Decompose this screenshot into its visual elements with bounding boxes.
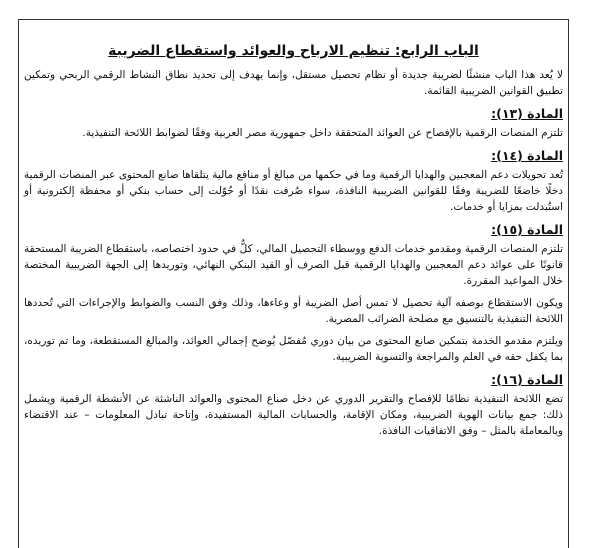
article-paragraph: ويلتزم مقدمو الخدمة بتمكين صانع المحتوى من بيان دوري مُفصّل يُوضح إجمالي العوائد، والمبالغ المستقطعة، وما تم توريده، بما يكفل حقه في العلم والمراجعة والتسوية الضريبية. <box>24 335 563 363</box>
article-16 <box>24 371 563 439</box>
chapter-intro: لا يُعد هذا الباب منشئًا لضريبة جديدة أو نظام تحصيل مستقل، وإنما يهدف إلى تحديد نطاق النشاط الرقمي الربحي وتمكين تطبيق القوانين الضريبية القائمة. <box>24 69 563 97</box>
document-body <box>24 41 563 445</box>
article-13 <box>24 105 563 141</box>
article-paragraph: تلتزم المنصات الرقمية ومقدمو خدمات الدفع ووسطاء التحصيل المالي، كلٌّ في حدود اختصاصه، باستقطاع الضريبة المستحقة قانونًا على عوائد دعم المعجبين والهدايا الرقمية قبل الصرف أو القيد البنكي النهائي، وتوريدها إلى الجهة الضريبية المختصة خلال المواعيد المقررة. <box>24 243 563 287</box>
article-14 <box>24 147 563 215</box>
article-heading: المادة (١٥): <box>491 222 563 237</box>
article-15 <box>24 221 563 365</box>
article-heading: المادة (١٤): <box>491 148 563 163</box>
article-heading: المادة (١٦): <box>491 372 563 387</box>
article-heading: المادة (١٣): <box>491 106 563 121</box>
article-paragraph: ويكون الاستقطاع بوصفه آلية تحصيل لا تمس أصل الضريبة أو وعاءها، وذلك وفق النسب والضوابط والإجراءات التي تُحددها اللائحة التنفيذية بالتنسيق مع مصلحة الضرائب المصرية. <box>24 297 563 325</box>
chapter-title: الباب الرابع: تنظيم الارباح والعوائد واستقطاع الضريبة <box>108 43 479 59</box>
article-paragraph: تلتزم المنصات الرقمية بالإفصاح عن العوائد المتحققة داخل جمهورية مصر العربية وفقًا لضوابط اللائحة التنفيذية. <box>82 127 563 139</box>
article-paragraph: تُعد تحويلات دعم المعجبين والهدايا الرقمية وما في حكمها من مبالغ أو منافع مالية يتلقاها صانع المحتوى عبر المنصات الرقمية دخلًا خاضعًا للضريبة وفقًا للقوانين الضريبية النافذة، سواء صُرفت نقدًا أو حُوّلت إلى حساب بنكي أو محفظة إلكترونية أو استُبدلت بمزايا أو خدمات. <box>24 169 563 213</box>
article-paragraph: تضع اللائحة التنفيذية نظامًا للإفصاح والتقرير الدوري عن دخل صناع المحتوى والعوائد الناشئة عن الأنشطة الرقمية ويشمل ذلك: جمع بيانات الهوية الضريبية، ومكان الإقامة، والحسابات المالية المستفيدة، وإتاحة تبادل المعلومات – عند الاقتضاء وبالمعاملة بالمثل – وفق الاتفاقيات النافذة. <box>24 393 563 437</box>
